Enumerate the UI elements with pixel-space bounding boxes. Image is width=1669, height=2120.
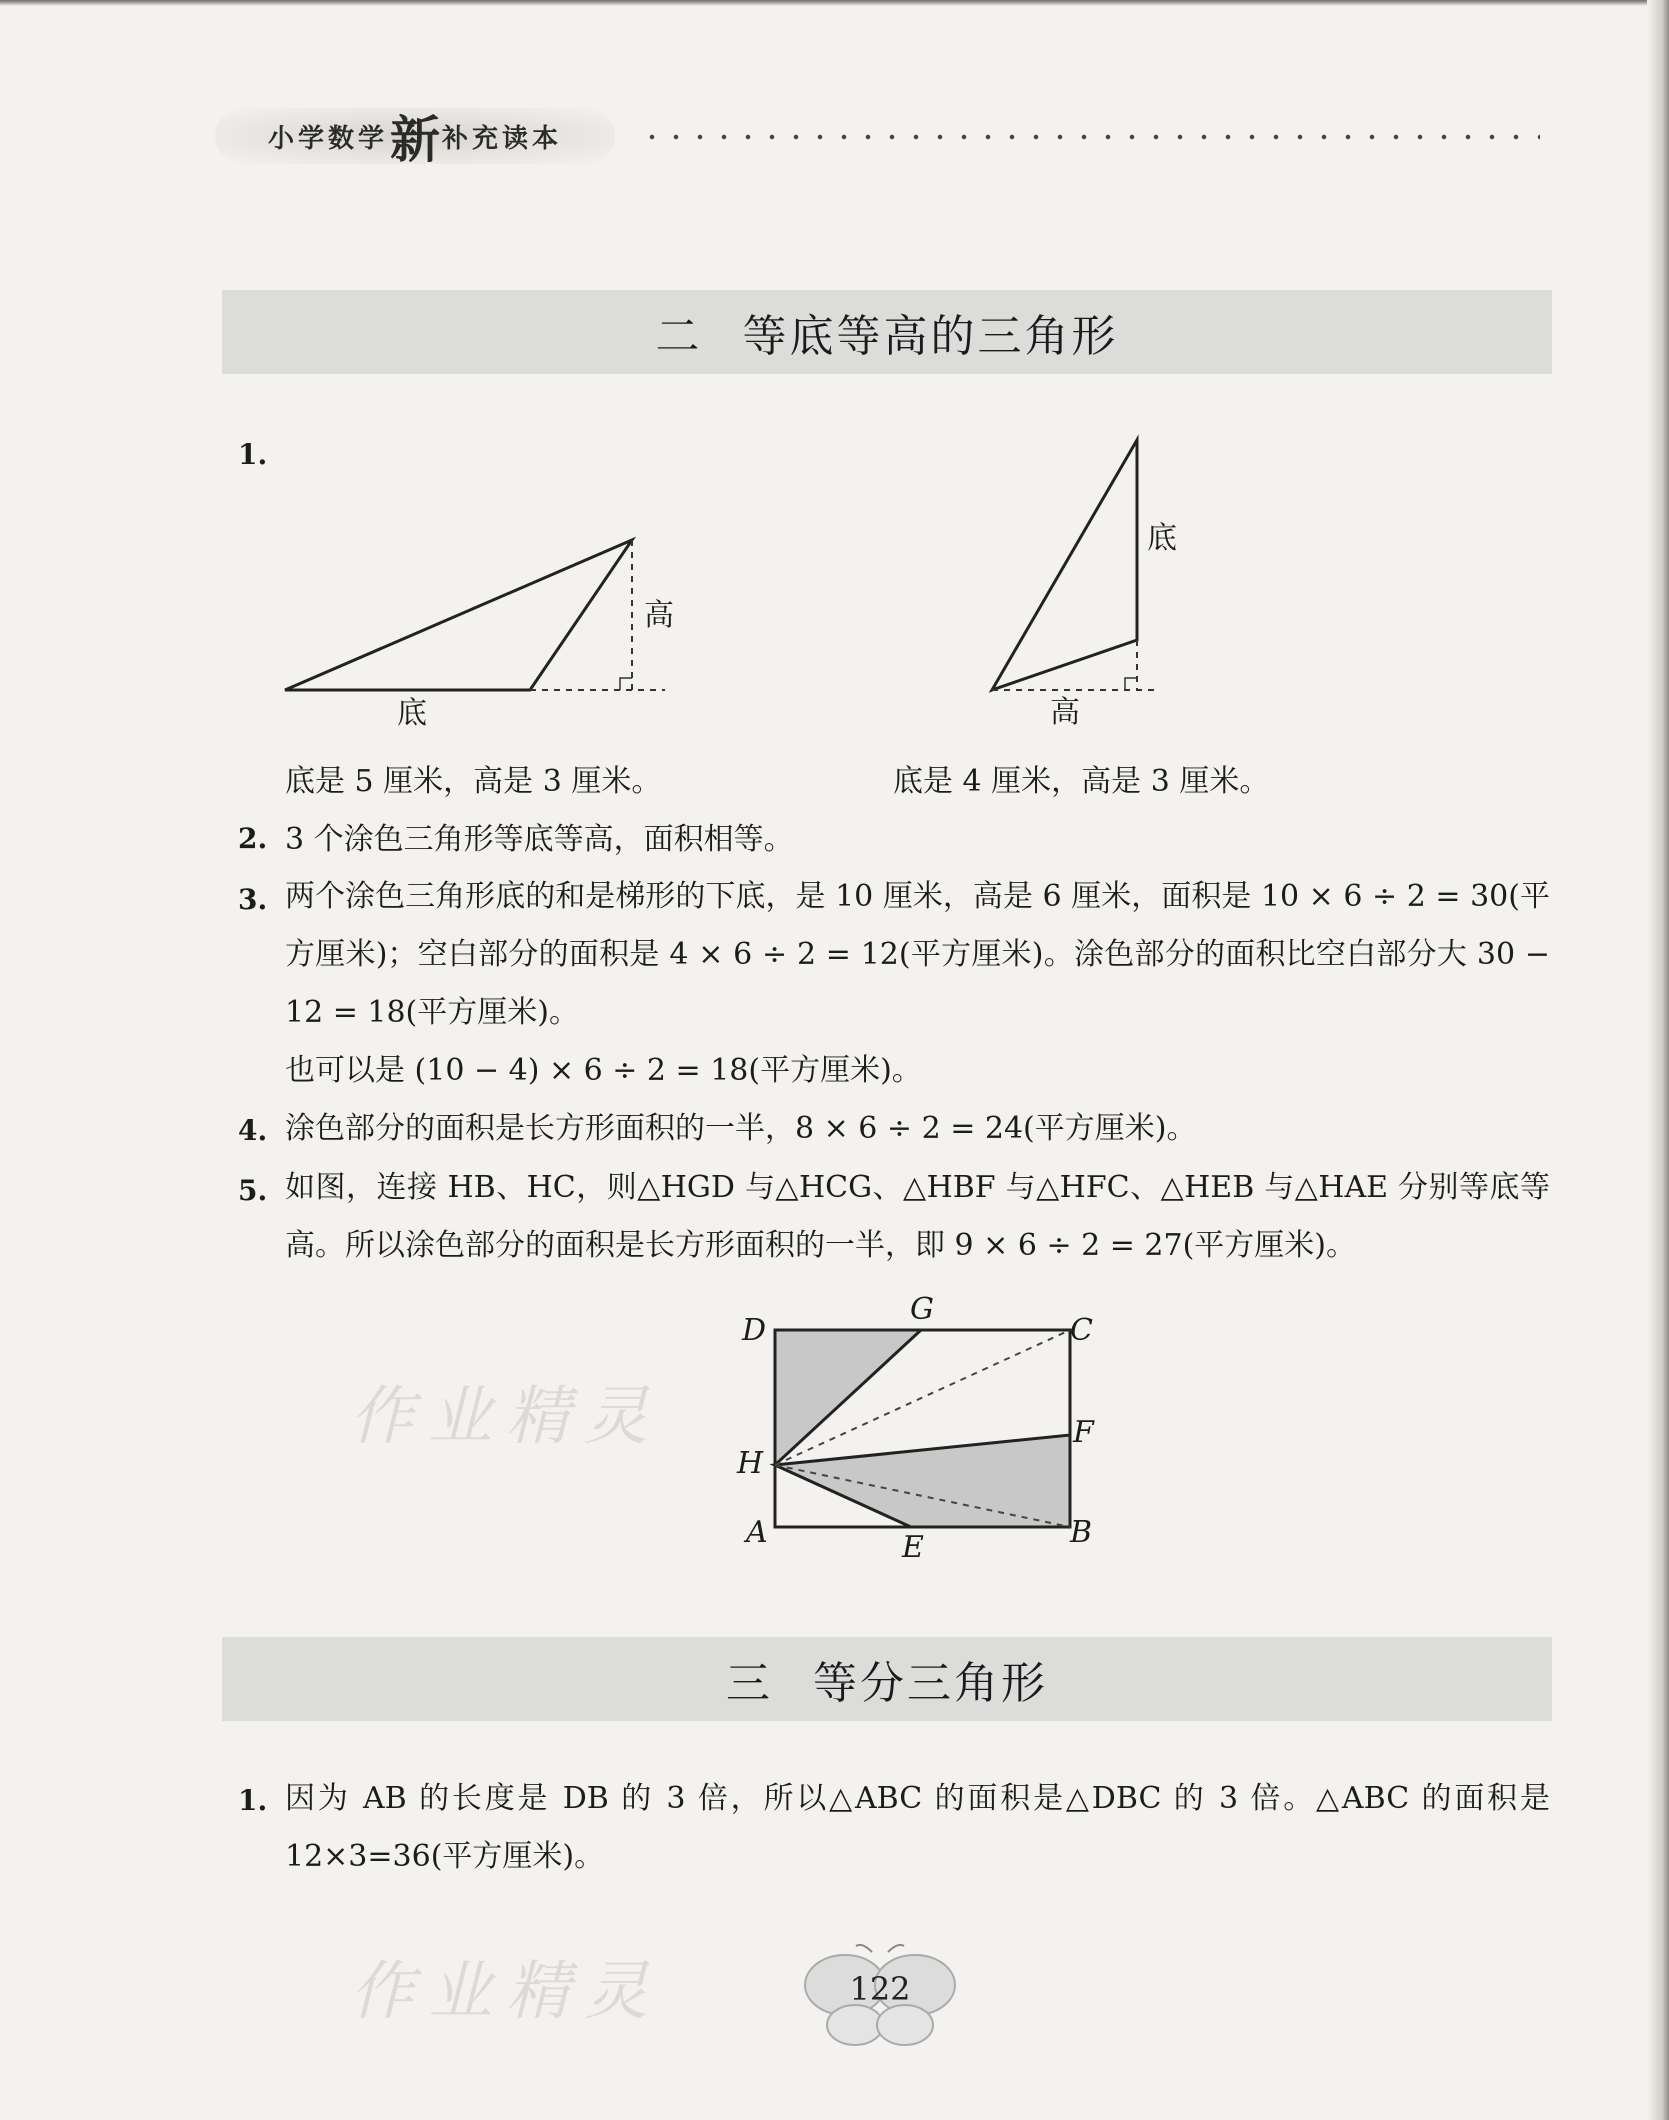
section-2-title: 等底等高的三角形 (742, 311, 1119, 362)
s2-q3-alt: 也可以是 (10 − 4) × 6 ÷ 2 = 18(平方厘米)。 (285, 1053, 922, 1088)
section-2-number: 二 (655, 311, 703, 362)
point-B-label: B (1070, 1515, 1093, 1550)
s2-q5-figure (730, 1295, 1120, 1565)
fig1-height-label: 高 (644, 598, 674, 633)
point-D-label: D (742, 1313, 767, 1348)
fig2-height-label: 高 (1050, 695, 1080, 730)
page-number-badge (800, 1940, 960, 2050)
fig5-shaded-triangle-top (775, 1330, 921, 1465)
fig5-shaded-region-bottom (775, 1435, 1070, 1527)
s2-q4-text: 涂色部分的面积是长方形面积的一半，8 × 6 ÷ 2 = 24(平方厘米)。 (285, 1111, 1197, 1146)
s3-q1-text: 因为 AB 的长度是 DB 的 3 倍，所以△ABC 的面积是△DBC 的 3 倍。△ABC 的面积是 12×3=36(平方厘米)。 (285, 1781, 1550, 1874)
point-E-label: E (902, 1530, 924, 1565)
header-suffix: 补充读本 (442, 123, 563, 154)
s2-q5-number: 5. (238, 1174, 268, 1207)
section-2-heading (222, 290, 1552, 374)
s2-q3-text: 两个涂色三角形底的和是梯形的下底，是 10 厘米，高是 6 厘米，面积是 10 × 6 ÷ 2 = 30(平方厘米)；空白部分的面积是 4 × 6 ÷ 2 = 12(平方厘米)。涂色部分的面积比空白部分大 30 − 12 = 18(平方厘米)。 (285, 879, 1550, 1030)
s2-q1-number: 1. (238, 438, 268, 471)
section-3-number: 三 (726, 1658, 773, 1709)
s2-q5-text: 如图，连接 HB、HC，则△HGD 与△HCG、△HBF 与△HFC、△HEB 与△HAE 分别等底等高。所以涂色部分的面积是长方形面积的一半，即 9 × 6 ÷ 2 = 27(平方厘米)。 (285, 1170, 1550, 1263)
fig2-triangle (992, 440, 1137, 690)
s3-q1-number: 1. (238, 1784, 268, 1817)
fig1-right-angle (620, 678, 632, 690)
watermark-1: 作业精灵 (350, 1380, 662, 1454)
section-3-title: 等分三角形 (813, 1658, 1048, 1709)
page-right-edge (1647, 0, 1669, 2120)
s2-q3-number: 3. (238, 883, 268, 916)
point-H-label: H (737, 1446, 764, 1481)
fig1-base-label: 底 (397, 696, 427, 731)
s2-q1-figure-1 (270, 520, 690, 740)
watermark-2: 作业精灵 (350, 1955, 662, 2029)
point-F-label: F (1073, 1415, 1094, 1450)
s2-q4-number: 4. (238, 1114, 268, 1147)
s2-q2-text: 3 个涂色三角形等底等高，面积相等。 (285, 822, 794, 857)
fig1-caption: 底是 5 厘米，高是 3 厘米。 (285, 764, 662, 799)
point-G-label: G (910, 1295, 934, 1327)
fig2-caption: 底是 4 厘米，高是 3 厘米。 (893, 764, 1270, 799)
page-top-edge (0, 0, 1669, 6)
header-prefix: 小学数学 (267, 123, 388, 154)
header-dotted-rule (640, 134, 1540, 140)
section-3-heading (222, 1637, 1552, 1721)
point-A-label: A (746, 1515, 768, 1550)
fig2-base-label: 底 (1147, 521, 1177, 556)
s2-q2-number: 2. (238, 822, 268, 855)
header-big-char: 新 (390, 110, 440, 169)
point-C-label: C (1070, 1313, 1093, 1348)
book-header (215, 108, 615, 169)
s2-q1-figure-2 (975, 430, 1205, 740)
page-number: 122 (849, 1970, 911, 2008)
fig1-triangle (285, 540, 632, 690)
fig2-right-angle (1125, 678, 1137, 690)
